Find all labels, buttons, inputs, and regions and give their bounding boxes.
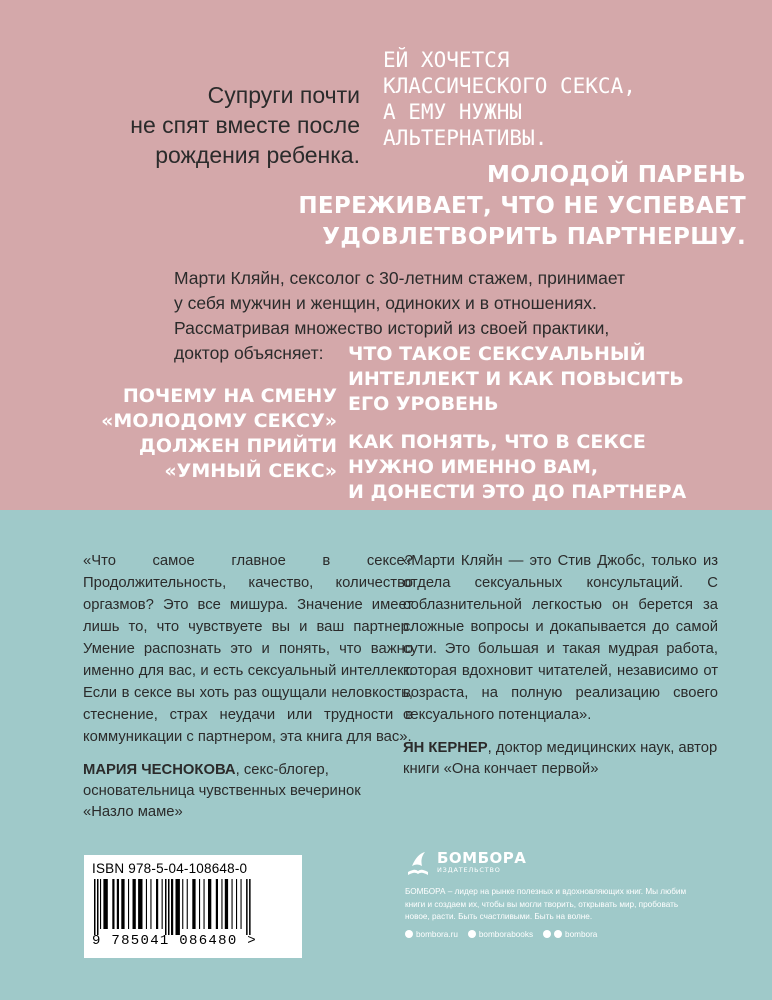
quote-right: ЕЙ ХОЧЕТСЯ КЛАССИЧЕСКОГО СЕКСА, А ЕМУ НУЖНЫ АЛЬТЕРНАТИВЫ. [383, 48, 636, 150]
instagram-icon [405, 930, 413, 938]
intro-text: Марти Кляйн, сексолог с 30-летним стажем, принимает у себя мужчин и женщин, одиноких и в отношениях. Рассматривая множество историй из своей практики, доктор объясняет: [174, 268, 626, 363]
isbn-text: ISBN 978-5-04-108648-0 [92, 861, 248, 876]
publisher-sub: ИЗДАТЕЛЬСТВО [437, 866, 501, 874]
review-left-signature [83, 760, 413, 823]
review-left [83, 550, 413, 823]
review-left-author-desc: , секс-блогер, основательница чувственных вечеринок «Назло маме» [83, 762, 361, 820]
review-right-signature [403, 738, 718, 780]
review-right-author-desc: , доктор медицинских наук, автор книги «Она кончает первой» [403, 740, 718, 777]
barcode-digits: 9 785041 086480 > [92, 933, 257, 949]
review-left-text: «Что самое главное в сексе? Продолжительность, качество, количество оргазмов? Это все мишура. Значение имеет лишь то, что чувствуете вы и ваш партнер. Умение распознать это и понять, что важно именно для вас, и есть сексуальный интеллект. Если в сексе вы хоть раз ощущали неловкость, стеснение, страх неудачи или трудности в коммуникации с партнером, эта книга для вас». [83, 553, 413, 745]
social-site[interactable]: bombora.ru [405, 930, 458, 939]
publisher-description: БОМБОРА – лидер на рынке полезных и вдохновляющих книг. Мы любим книги и создаем их, чтобы вы могли творить, открывать мир, пробовать новое, расти. Быть счастливыми. Быть на волне. [405, 887, 687, 921]
publisher-block [405, 848, 705, 939]
telegram-icon [554, 930, 562, 938]
barcode-bars [92, 879, 288, 935]
point-smart-sex: ПОЧЕМУ НА СМЕНУ «МОЛОДОМУ СЕКСУ» ДОЛЖЕН ПРИЙТИ «УМНЫЙ СЕКС» [101, 385, 337, 482]
point-what-you-need: КАК ПОНЯТЬ, ЧТО В СЕКСЕ НУЖНО ИМЕННО ВАМ, И ДОНЕСТИ ЭТО ДО ПАРТНЕРА [348, 431, 687, 503]
publisher-name: БОМБОРА [437, 849, 527, 867]
book-wave-icon [405, 848, 431, 876]
publisher-logo [405, 848, 705, 876]
review-right [403, 550, 718, 780]
barcode-block [84, 855, 302, 958]
review-right-author: ЯН КЕРНЕР [403, 740, 488, 756]
review-right-text: «Марти Кляйн — это Стив Джобс, только из отдела сексуальных консультаций. С соблазнительной легкостью он берется за сложные вопросы и докапывается до самой сути. Это большая и такая мудрая работа, которая вдохновит читателей, независимо от возраста, на полную реализацию своего сексуального потенциала». [403, 553, 718, 723]
social-vk[interactable]: bomborabooks [468, 930, 533, 939]
quote-left: Супруги почти не спят вместе после рождения ребенка. [130, 82, 360, 168]
social-messengers[interactable]: bombora [543, 930, 597, 939]
publisher-socials [405, 930, 705, 939]
facebook-icon [543, 930, 551, 938]
headline: МОЛОДОЙ ПАРЕНЬ ПЕРЕЖИВАЕТ, ЧТО НЕ УСПЕВАЕТ УДОВЛЕТВОРИТЬ ПАРТНЕРШУ. [298, 162, 746, 250]
vk-icon [468, 930, 476, 938]
review-left-author: МАРИЯ ЧЕСНОКОВА [83, 762, 236, 778]
point-sexual-intellect: ЧТО ТАКОЕ СЕКСУАЛЬНЫЙ ИНТЕЛЛЕКТ И КАК ПОВЫСИТЬ ЕГО УРОВЕНЬ [348, 343, 684, 415]
